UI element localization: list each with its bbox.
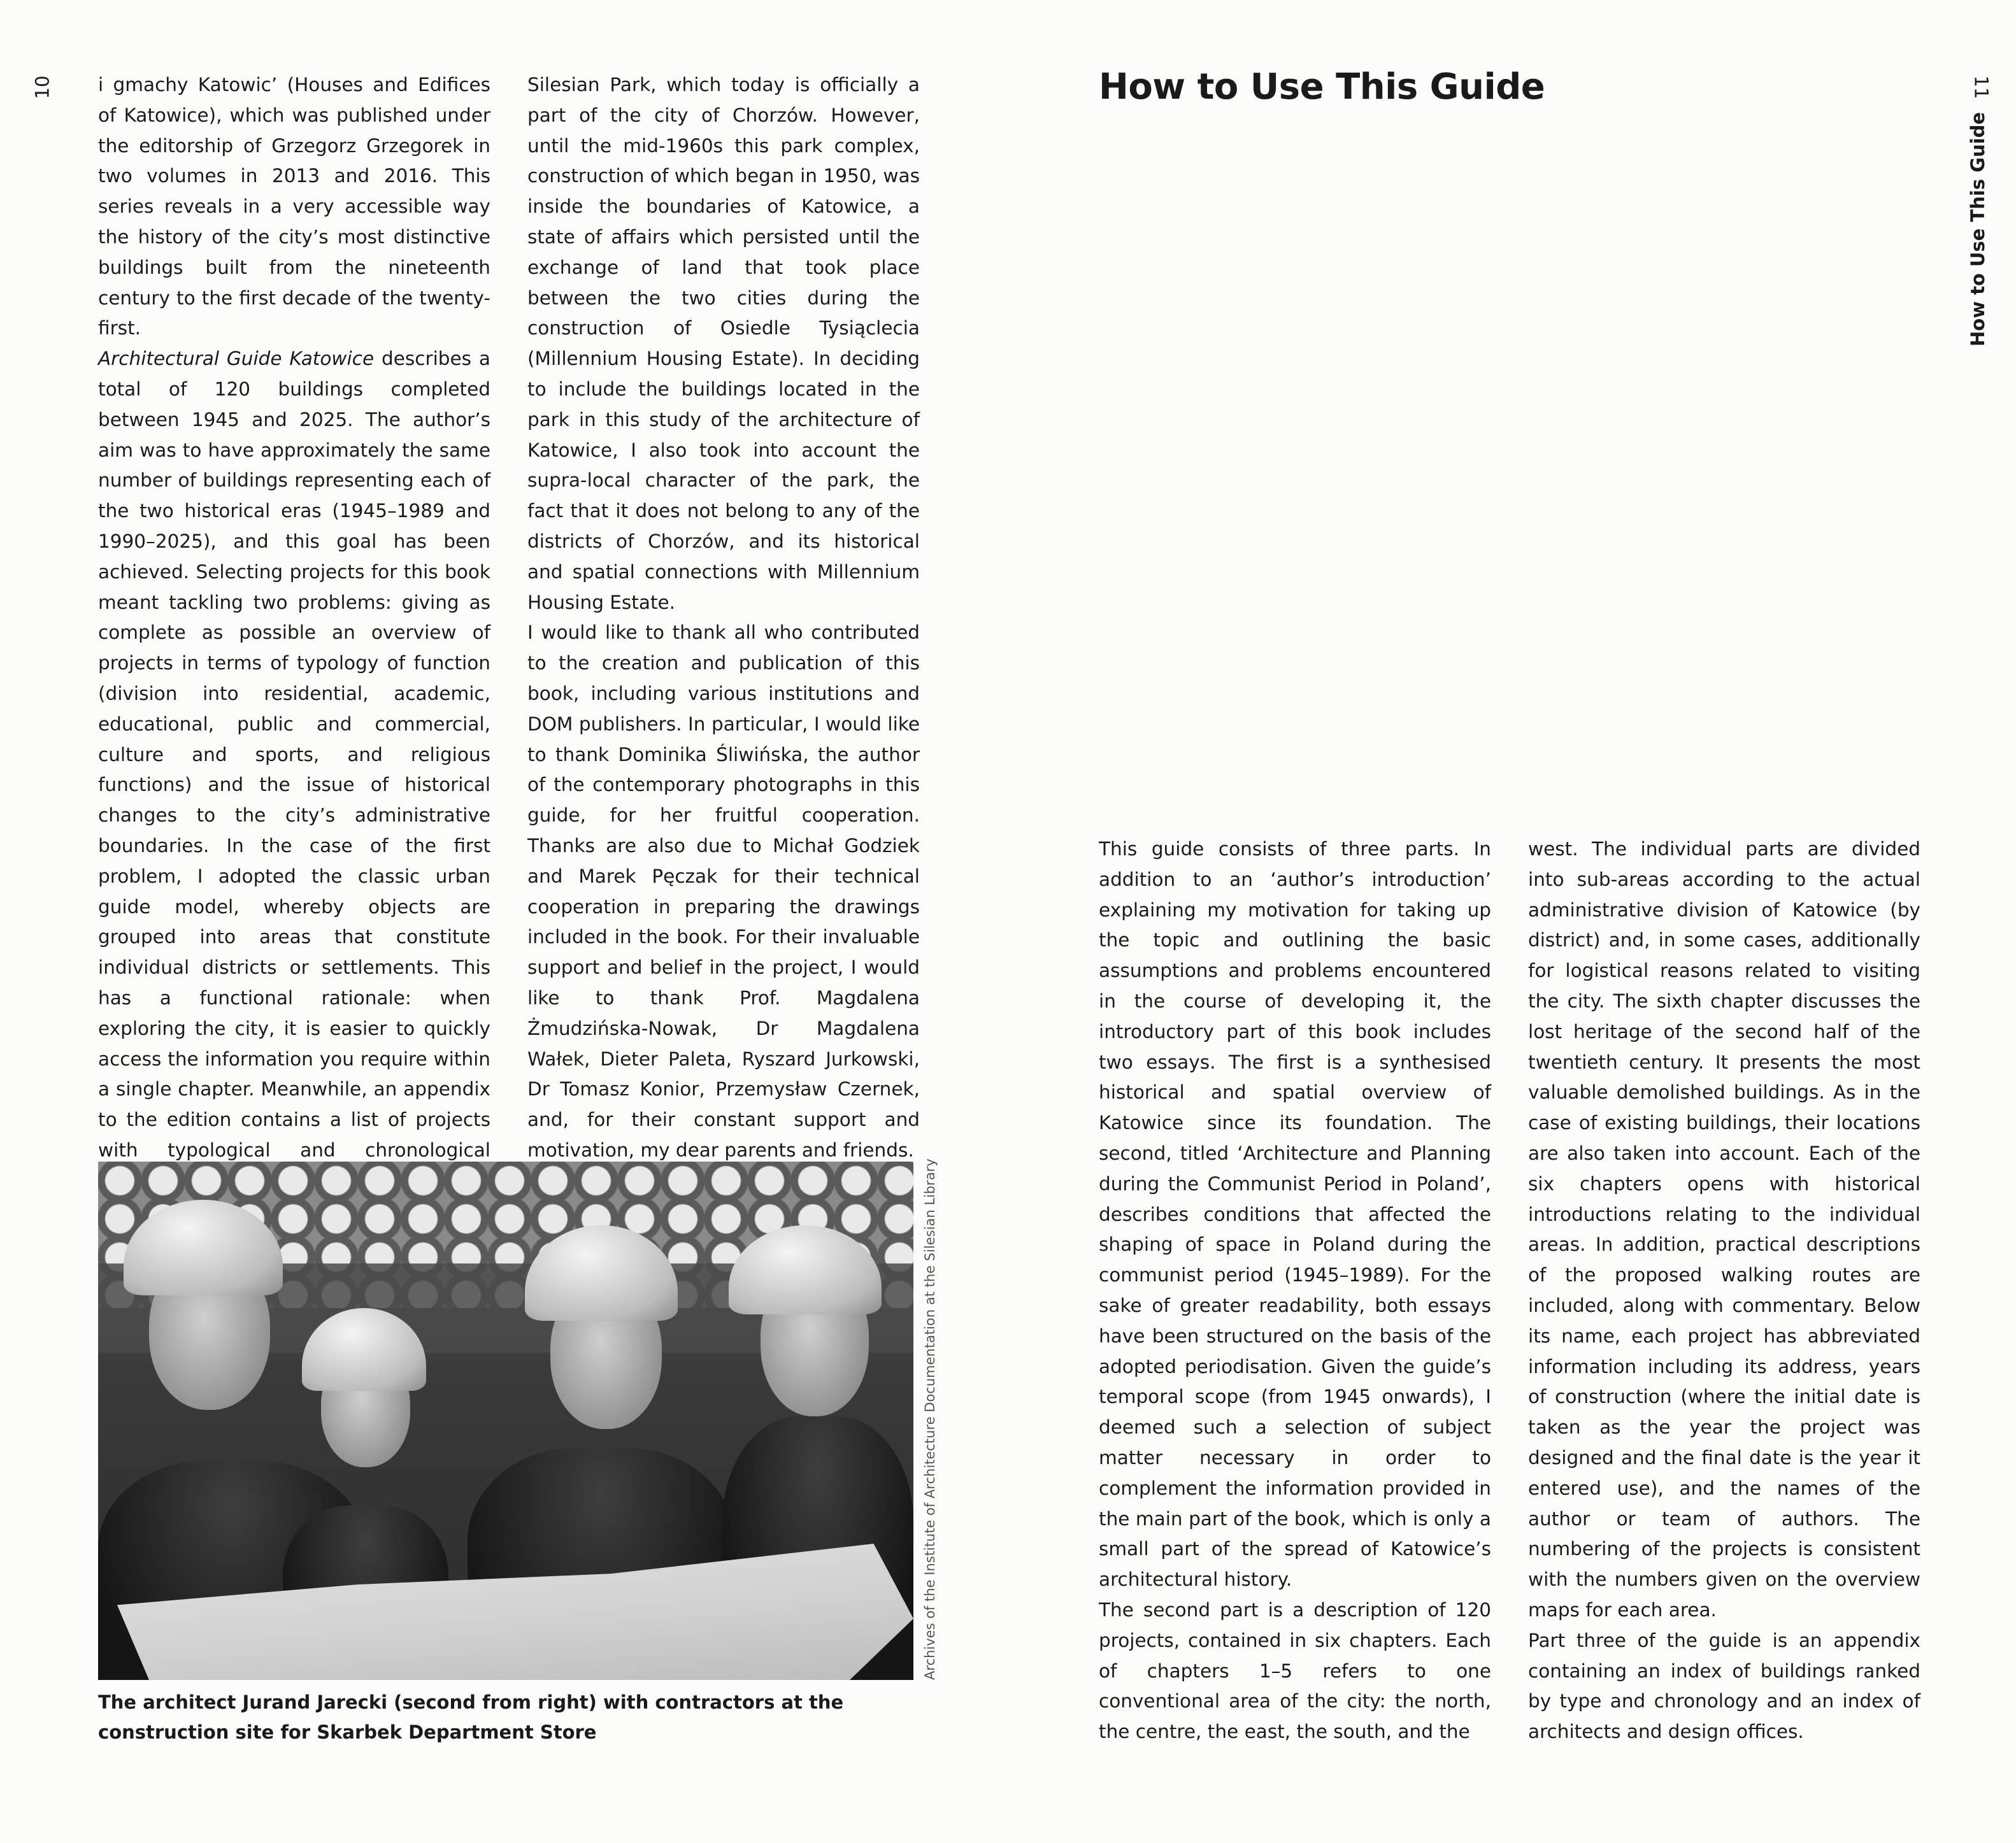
page-number-left: 10 xyxy=(31,75,54,99)
left-column-1 xyxy=(98,70,490,1227)
paragraph xyxy=(98,344,490,1227)
right-column-2 xyxy=(1528,834,1920,1747)
photo-caption: The architect Jurand Jarecki (second from right) with contractors at the construction site for Skarbek Department Store xyxy=(98,1691,844,1743)
paragraph: The second part is a description of 120 projects, contained in six chapters. Each of chapters 1–5 refers to one conventional area of the city: the north, the centre, the east, the south, and the xyxy=(1099,1598,1491,1743)
running-head: How to Use This Guide xyxy=(1967,111,1989,346)
right-column-1 xyxy=(1099,834,1491,1747)
paragraph: Part three of the guide is an appendix containing an index of buildings ranked by type and chronology and an index of architects and design offices. xyxy=(1528,1629,1920,1743)
paragraph-text: describes a total of 120 buildings completed between 1945 and 2025. The author’s aim was to have approximately the same number of buildings representing each of the two historical eras (1945–1989 and 1990–2025), and this goal has been achieved. Selecting projects for this book meant tackling two problems: giving as complete as possible an overview of projects in terms of typology of function (division into residential, academic, educational, public and commercial, culture and sports, and religious functions) and the issue of historical changes to the city’s administrative boundaries. In the case of the first problem, I adopted the classic urban guide model, whereby objects are grouped into areas that constitute individual districts or settlements. This has a functional rationale: when exploring the city, it is easier to quickly access the information you require within a single chapter. Meanwhile, an appendix to the edition contains a list of projects with typological and chronological xyxy=(98,348,490,1161)
paragraph: i gmachy Katowic’ (Houses and Edifices of Katowice), which was published under the editorship of Grzegorz Grzegorek in two volumes in 2013 and 2016. This series reveals in a very accessible way the history of the city’s most distinctive buildings built from the nineteenth century to the first decade of the twenty-first. xyxy=(98,74,490,339)
paragraph: Silesian Park, which today is officially a part of the city of Chorzów. However, until the mid-1960s this park complex, construction of which began in 1950, was inside the boundaries of Katowice, a state of affairs which persisted until the exchange of land that took place between the two cities during the construction of Osiedle Tysiąclecia (Millennium Housing Estate). In deciding to include the buildings located in the park in this study of the architecture of Katowice, I also took into account the supra-local character of the park, the fact that it does not belong to any of the districts of Chorzów, and its historical and spatial connections with Millennium Housing Estate. xyxy=(527,74,920,613)
paragraph: This guide consists of three parts. In addition to an ‘author’s introduction’ explaining my motivation for taking up the topic and outlining the basic assumptions and problems encountered in the course of developing it, the introductory part of this book includes two essays. The first is a synthesised historical and spatial overview of Katowice since its foundation. The second, titled ‘Architecture and Planning during the Communist Period in Poland’, describes conditions that affected the shaping of space in Poland during the communist period (1945–1989). For the sake of greater readability, both essays have been structured on the basis of the adopted periodisation. Given the guide’s temporal scope (from 1945 onwards), I deemed such a selection of subject matter necessary in order to complement the information provided in the main part of the book, which is only a small part of the spread of Katowice’s architectural history. xyxy=(1099,838,1491,1591)
left-column-2 xyxy=(527,70,920,1166)
photo-credit: Archives of the Institute of Architecture Documentation at the Silesian Library xyxy=(922,1158,938,1680)
paragraph: west. The individual parts are divided into sub-areas according to the actual administrative division of Katowice (by district) and, in some cases, additionally for logistical reasons related to visiting the city. The sixth chapter discusses the lost heritage of the second half of the twentieth century. It presents the most valuable demolished buildings. As in the case of existing buildings, their locations are also taken into account. Each of the six chapters opens with historical introductions relating to the individual areas. In addition, practical descriptions of the proposed walking routes are included, along with commentary. Below its name, each project has abbreviated information including its address, years of construction (where the initial date is taken as the year the project was designed and the final date is the year it entered use), and the names of the author or team of authors. The numbering of the projects is consistent with the numbers given on the overview maps for each area. xyxy=(1528,838,1920,1621)
book-title: Architectural Guide Katowice xyxy=(98,348,375,370)
archival-photo xyxy=(98,1162,913,1680)
page-number-right: 11 xyxy=(1970,75,1992,99)
page-title: How to Use This Guide xyxy=(1099,66,1545,108)
paragraph: I would like to thank all who contributed to the creation and publication of this book, including various institutions and DOM publishers. In particular, I would like to thank Dominika Śliwińska, the author of the contemporary photographs in this guide, for her fruitful cooperation. Thanks are also due to Michał Godziek and Marek Pęczak for their technical cooperation in preparing the drawings included in the book. For their invaluable support and belief in the project, I would like to thank Prof. Magdalena Żmudzińska-Nowak, Dr Magdalena Wałek, Dieter Paleta, Ryszard Jurkowski, Dr Tomasz Konior, Przemysław Czernek, and, for their constant support and motivation, my dear parents and friends. xyxy=(527,622,920,1161)
